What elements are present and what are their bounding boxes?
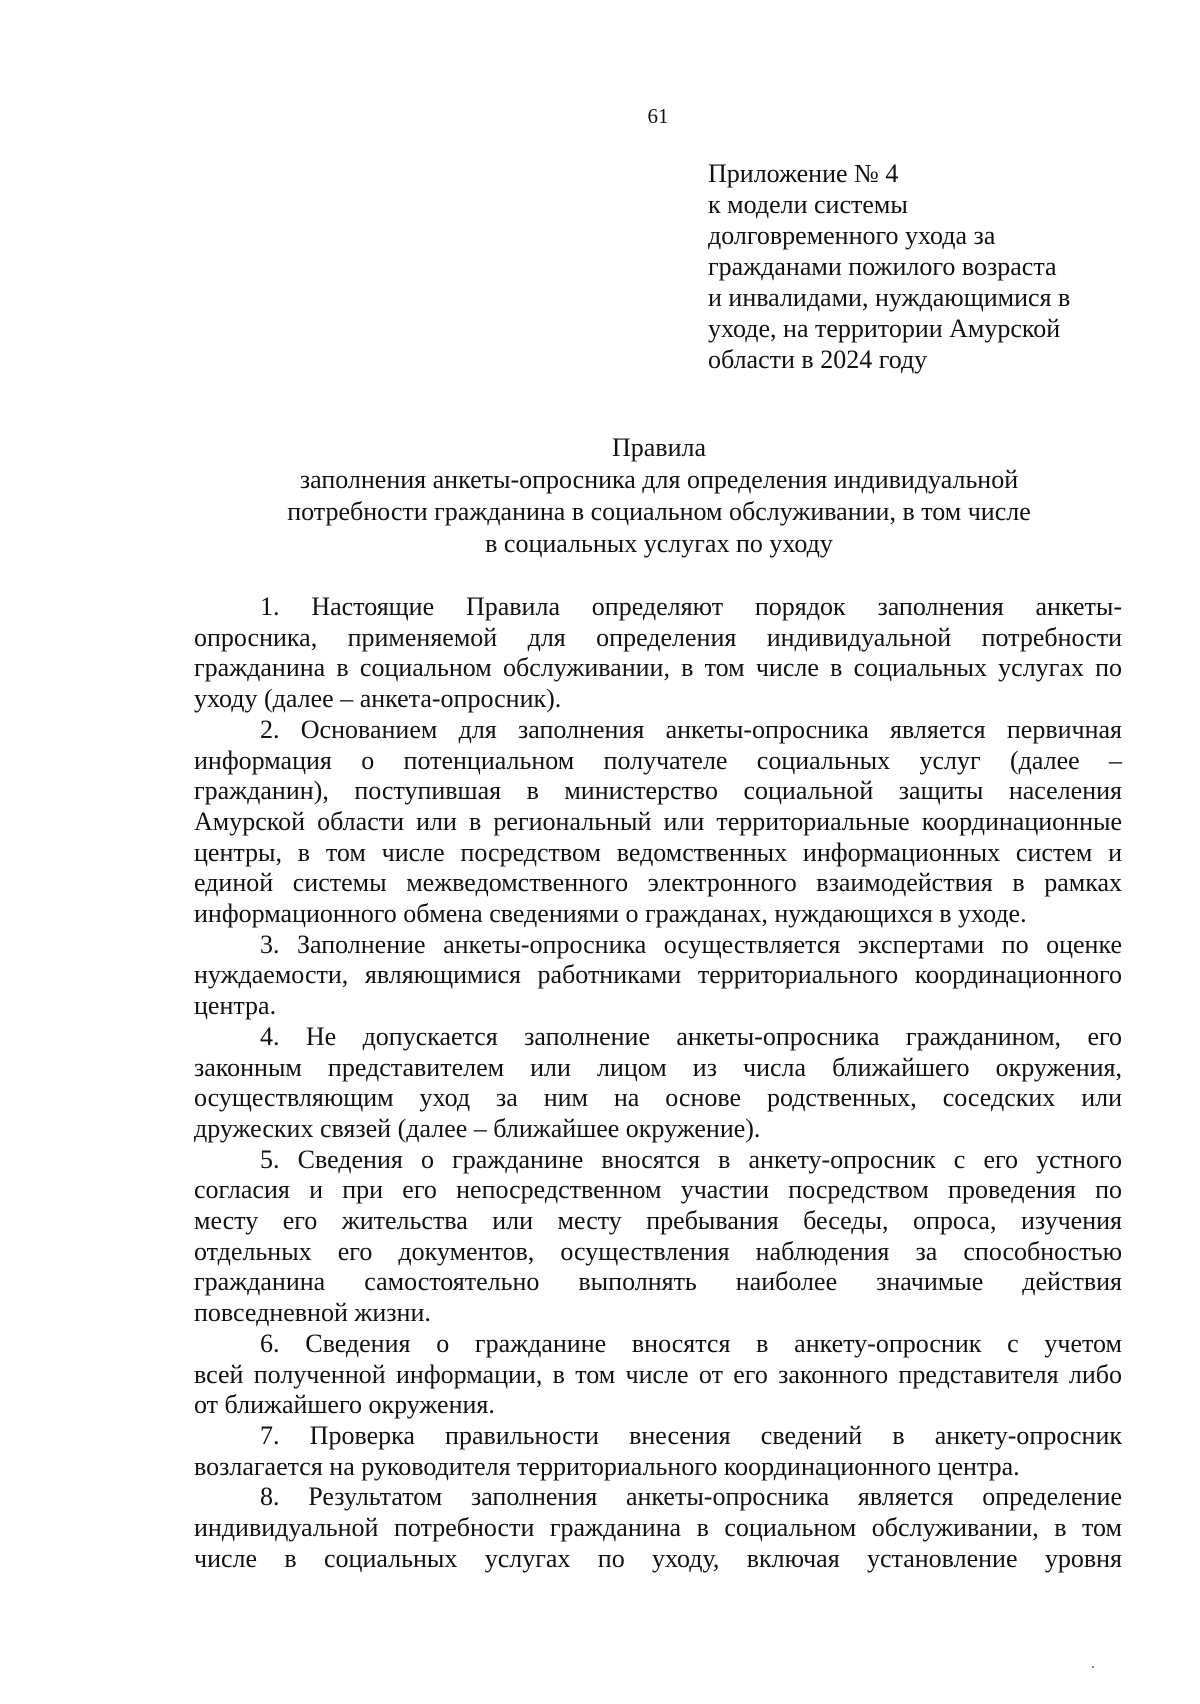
paragraph-line: возлагается на руководителя территориального координационного центра. (194, 1451, 1020, 1481)
title-subtitle-line: заполнения анкеты-опросника для определения индивидуальной (299, 465, 1019, 494)
paragraph-line: Амурской области или в региональный или территориальные координационные (194, 806, 1122, 836)
paragraph-line: согласия и при его непосредственном участии посредством проведения по (194, 1175, 1122, 1205)
appendix-line: к модели системы (708, 190, 908, 219)
paragraph-line: числе в социальных услугах по уходу, включая установление уровня (194, 1543, 1122, 1573)
appendix-line: гражданами пожилого возраста (708, 252, 1057, 281)
page-number: 61 (647, 104, 669, 128)
paragraph-line: от ближайшего окружения. (194, 1390, 495, 1420)
paragraph-line: гражданина самостоятельно выполнять наиболее значимые действия (194, 1267, 1122, 1297)
document-title (195, 432, 1123, 560)
paragraph-3 (194, 930, 1122, 1022)
paragraph-line: 1. Настоящие Правила определяют порядок заполнения анкеты- (260, 592, 1122, 621)
paragraph-line: нуждаемости, являющимися работниками территориального координационного (194, 960, 1122, 990)
title-subtitle-line: потребности гражданина в социальном обслуживании, в том числе (287, 497, 1031, 526)
paragraph-line: центры, в том числе посредством ведомственных информационных систем и (194, 837, 1122, 867)
paragraph-line: 4. Не допускается заполнение анкеты-опросника гражданином, его (260, 1021, 1122, 1051)
paragraph-line: 8. Результатом заполнения анкеты-опросника является определение (260, 1482, 1122, 1512)
appendix-line: Приложение № 4 (708, 159, 899, 188)
paragraph-line: единой системы межведомственного электронного взаимодействия в рамках (194, 868, 1122, 898)
paragraph-line: информационного обмена сведениями о гражданах, нуждающихся в уходе. (194, 899, 1027, 929)
appendix-line: и инвалидами, нуждающимися в (708, 283, 1071, 312)
paragraph-line: повседневной жизни. (194, 1298, 431, 1328)
scan-artifact (1092, 1666, 1094, 1668)
paragraph-line: осуществляющим уход за ним на основе родственных, соседских или (194, 1083, 1122, 1113)
paragraph-2 (194, 715, 1122, 930)
paragraph-line: 3. Заполнение анкеты-опросника осуществляется экспертами по оценке (260, 929, 1122, 959)
document-body (194, 592, 1122, 1575)
paragraph-8 (194, 1482, 1122, 1574)
paragraph-6 (194, 1329, 1122, 1421)
paragraph-line: всей полученной информации, в том числе от его законного представителя либо (194, 1359, 1122, 1389)
paragraph-1 (194, 592, 1122, 715)
appendix-line: долговременного ухода за (708, 221, 996, 250)
title-subtitle (195, 464, 1123, 560)
paragraph-4 (194, 1022, 1122, 1145)
paragraph-line: информация о потенциальном получателе социальных услуг (далее – (194, 745, 1122, 775)
paragraph-7 (194, 1421, 1122, 1482)
paragraph-line: 6. Сведения о гражданине вносятся в анкету-опросник с учетом (260, 1328, 1122, 1358)
appendix-note (708, 158, 1128, 375)
appendix-line: уходе, на территории Амурской (708, 314, 1061, 343)
paragraph-line: 7. Проверка правильности внесения сведений в анкету-опросник (260, 1420, 1122, 1450)
paragraph-line: отдельных его документов, осуществления наблюдения за способностью (194, 1236, 1122, 1266)
paragraph-line: 5. Сведения о гражданине вносятся в анкету-опросник с его устного (260, 1144, 1122, 1174)
appendix-line: области в 2024 году (708, 345, 928, 374)
paragraph-line: месту его жительства или месту пребывания беседы, опроса, изучения (194, 1206, 1122, 1236)
paragraph-line: законным представителем или лицом из числа ближайшего окружения, (194, 1052, 1122, 1082)
paragraph-line: гражданин), поступившая в министерство социальной защиты населения (194, 776, 1122, 806)
paragraph-line: дружеских связей (далее – ближайшее окружение). (194, 1113, 761, 1143)
paragraph-line: центра. (194, 991, 277, 1021)
title-subtitle-line: в социальных услугах по уходу (485, 529, 833, 558)
paragraph-line: уходу (далее – анкета-опросник). (194, 684, 562, 714)
paragraph-line: опросника, применяемой для определения индивидуальной потребности (194, 622, 1122, 652)
paragraph-line: гражданина в социальном обслуживании, в том числе в социальных услугах по (194, 653, 1122, 683)
paragraph-line: индивидуальной потребности гражданина в социальном обслуживании, в том (194, 1513, 1122, 1543)
paragraph-5 (194, 1145, 1122, 1329)
title-heading: Правила (611, 433, 707, 462)
paragraph-line: 2. Основанием для заполнения анкеты-опросника является первичная (260, 714, 1122, 744)
